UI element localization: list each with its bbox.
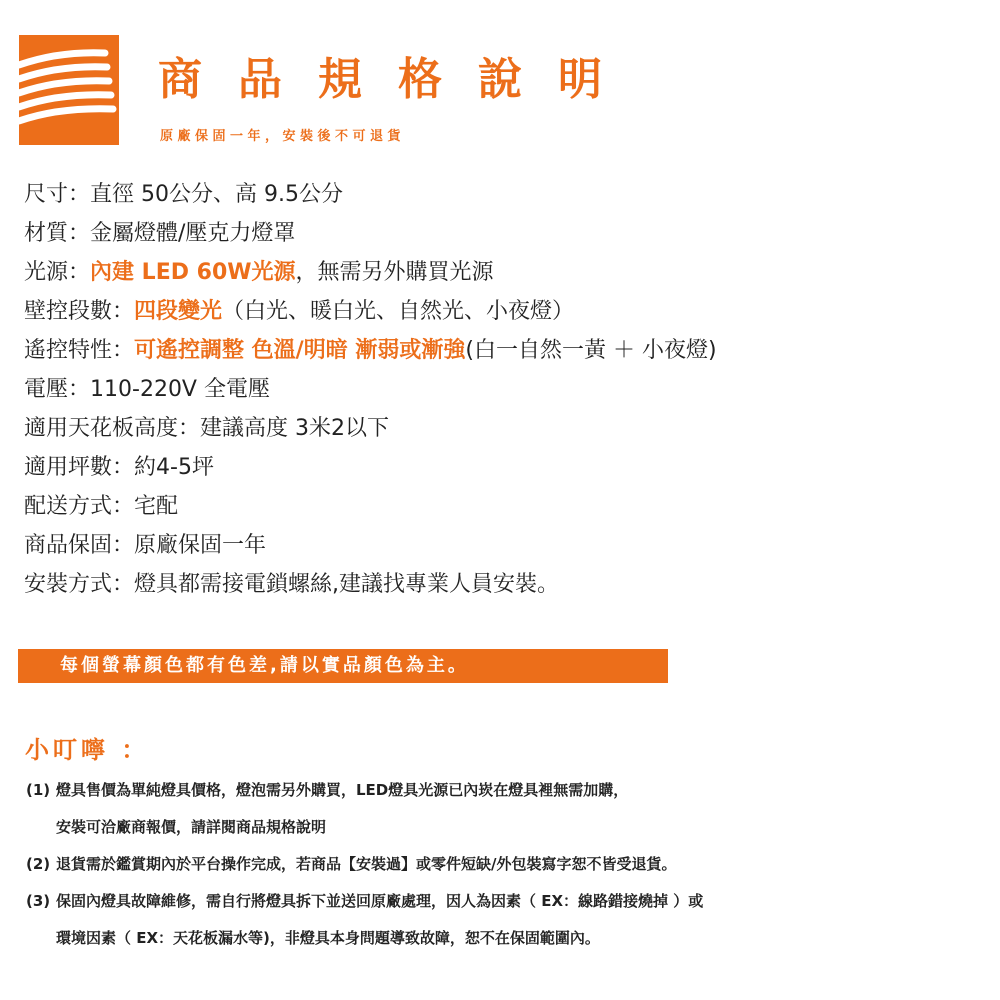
spec-wall-switch: 壁控段數：四段變光（白光、暖白光、自然光、小夜燈）: [24, 299, 575, 324]
spec-ceiling-height: 適用天花板高度：建議高度 3米2以下: [24, 416, 390, 441]
note-item: (1) 燈具售價為單純燈具價格，燈泡需另外購買，LED燈具光源已內崁在燈具裡無需加購，: [26, 781, 629, 799]
notes-title: 小叮嚀 ：: [25, 736, 150, 764]
spec-material: 材質：金屬燈體/壓克力燈罩: [24, 221, 296, 246]
page-title: 商品規格說明: [158, 54, 638, 105]
spec-area: 適用坪數：約4-5坪: [24, 455, 214, 480]
page-subtitle: 原廠保固一年，安裝後不可退貨: [160, 129, 406, 144]
spec-size: 尺寸：直徑 50公分、高 9.5公分: [24, 182, 343, 207]
notes-list: [26, 772, 986, 957]
note-item: (2) 退貨需於鑑賞期內於平台操作完成，若商品【安裝過】或零件短缺/外包裝寫字恕不皆受退貨。: [26, 855, 677, 873]
spec-voltage: 電壓：110-220V 全電壓: [24, 377, 270, 402]
spec-remote: 遙控特性：可遙控調整 色溫/明暗 漸弱或漸強(白一自然一黃 ＋ 小夜燈): [24, 338, 717, 363]
spec-light-source: 光源：內建 LED 60W光源，無需另外購買光源: [24, 260, 494, 285]
spec-installation: 安裝方式：燈具都需接電鎖螺絲,建議找專業人員安裝。: [24, 572, 560, 597]
spec-list: [24, 175, 984, 604]
brand-logo-icon: [19, 35, 119, 145]
note-item-continued: 環境因素（ EX：天花板漏水等)，非燈具本身問題導致故障，恕不在保固範圍內。: [56, 929, 600, 947]
note-item: (3) 保固內燈具故障維修，需自行將燈具拆下並送回原廠處理，因人為因素（ EX：線路錯接燒掉 ）或: [26, 892, 704, 910]
spec-warranty: 商品保固：原廠保固一年: [24, 533, 267, 558]
color-notice-banner: 每個螢幕顏色都有色差,請以實品顏色為主。: [18, 649, 668, 683]
note-item-continued: 安裝可洽廠商報價，請詳閱商品規格說明: [56, 818, 327, 836]
spec-delivery: 配送方式：宅配: [24, 494, 179, 519]
